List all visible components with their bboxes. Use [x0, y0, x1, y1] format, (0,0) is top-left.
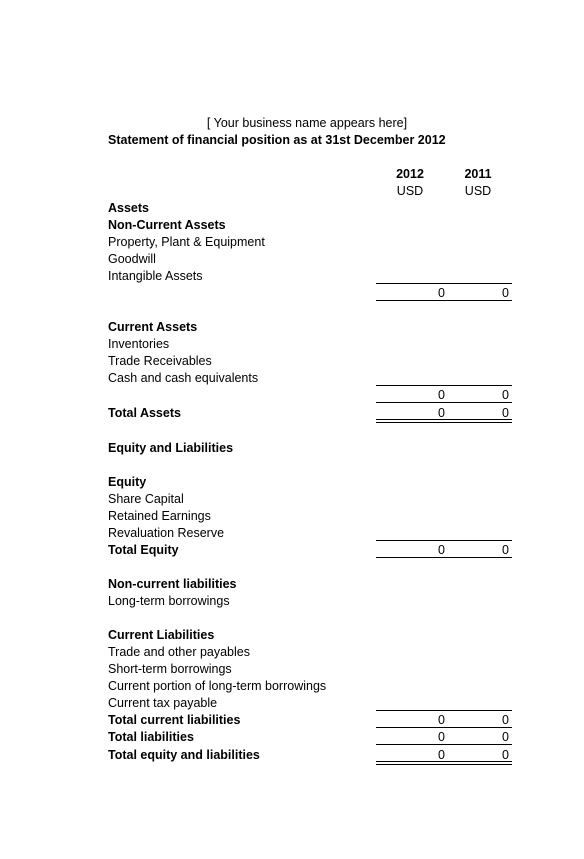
- statement-title: Statement of financial position as at 31st December 2012: [108, 133, 446, 147]
- line-item-goodwill: Goodwill: [108, 252, 156, 266]
- total-equity-and-liabilities-2011: 0: [502, 748, 509, 762]
- total-assets-2011: 0: [502, 406, 509, 420]
- double-rule: [444, 419, 512, 423]
- subtotal-rule: [444, 727, 512, 728]
- total-assets-label: Total Assets: [108, 406, 181, 420]
- non-current-assets-subtotal-2012: 0: [438, 286, 445, 300]
- line-item-revaluation-reserve: Revaluation Reserve: [108, 526, 225, 540]
- subtotal-rule: [376, 710, 444, 711]
- equity-and-liabilities-heading: Equity and Liabilities: [108, 441, 234, 455]
- subtotal-rule: [444, 385, 512, 386]
- column-year-2012: 2012: [396, 167, 424, 181]
- total-equity-and-liabilities-label: Total equity and liabilities: [108, 748, 260, 762]
- line-item-long-term-borrowings: Long-term borrowings: [108, 594, 230, 608]
- subtotal-rule: [376, 300, 444, 301]
- non-current-assets-heading: Non-Current Assets: [108, 218, 226, 232]
- subtotal-rule: [376, 540, 444, 541]
- subtotal-rule: [444, 283, 512, 284]
- business-name: [ Your business name appears here]: [206, 116, 408, 130]
- assets-heading: Assets: [108, 201, 149, 215]
- total-current-liabilities-2011: 0: [502, 713, 509, 727]
- line-item-share-capital: Share Capital: [108, 492, 184, 506]
- line-item-current-tax-payable: Current tax payable: [108, 696, 218, 710]
- subtotal-rule: [376, 727, 444, 728]
- non-current-liabilities-heading: Non-current liabilities: [108, 577, 237, 591]
- subtotal-rule: [444, 557, 512, 558]
- total-equity-2011: 0: [502, 543, 509, 557]
- total-current-liabilities-2012: 0: [438, 713, 445, 727]
- current-assets-heading: Current Assets: [108, 320, 198, 334]
- double-rule: [444, 761, 512, 765]
- subtotal-rule: [444, 744, 512, 745]
- line-item-short-term-borrowings: Short-term borrowings: [108, 662, 232, 676]
- line-item-trade-payables: Trade and other payables: [108, 645, 250, 659]
- line-item-retained-earnings: Retained Earnings: [108, 509, 211, 523]
- column-currency-2011: USD: [464, 184, 492, 198]
- equity-heading: Equity: [108, 475, 147, 489]
- subtotal-rule: [444, 402, 512, 403]
- total-equity-label: Total Equity: [108, 543, 179, 557]
- line-item-current-portion-ltb: Current portion of long-term borrowings: [108, 679, 327, 693]
- line-item-ppe: Property, Plant & Equipment: [108, 235, 265, 249]
- current-assets-subtotal-2012: 0: [438, 388, 445, 402]
- line-item-cash: Cash and cash equivalents: [108, 371, 259, 385]
- line-item-trade-receivables: Trade Receivables: [108, 354, 212, 368]
- current-liabilities-heading: Current Liabilities: [108, 628, 215, 642]
- subtotal-rule: [444, 710, 512, 711]
- total-liabilities-2011: 0: [502, 730, 509, 744]
- column-currency-2012: USD: [396, 184, 424, 198]
- line-item-inventories: Inventories: [108, 337, 170, 351]
- subtotal-rule: [376, 557, 444, 558]
- line-item-intangible-assets: Intangible Assets: [108, 269, 203, 283]
- column-year-2011: 2011: [464, 167, 492, 181]
- double-rule: [376, 419, 444, 423]
- non-current-assets-subtotal-2011: 0: [502, 286, 509, 300]
- subtotal-rule: [376, 402, 444, 403]
- total-equity-2012: 0: [438, 543, 445, 557]
- total-liabilities-label: Total liabilities: [108, 730, 194, 744]
- current-assets-subtotal-2011: 0: [502, 388, 509, 402]
- subtotal-rule: [376, 744, 444, 745]
- total-assets-2012: 0: [438, 406, 445, 420]
- total-liabilities-2012: 0: [438, 730, 445, 744]
- total-current-liabilities-label: Total current liabilities: [108, 713, 241, 727]
- subtotal-rule: [444, 300, 512, 301]
- subtotal-rule: [376, 385, 444, 386]
- double-rule: [376, 761, 444, 765]
- subtotal-rule: [376, 283, 444, 284]
- total-equity-and-liabilities-2012: 0: [438, 748, 445, 762]
- subtotal-rule: [444, 540, 512, 541]
